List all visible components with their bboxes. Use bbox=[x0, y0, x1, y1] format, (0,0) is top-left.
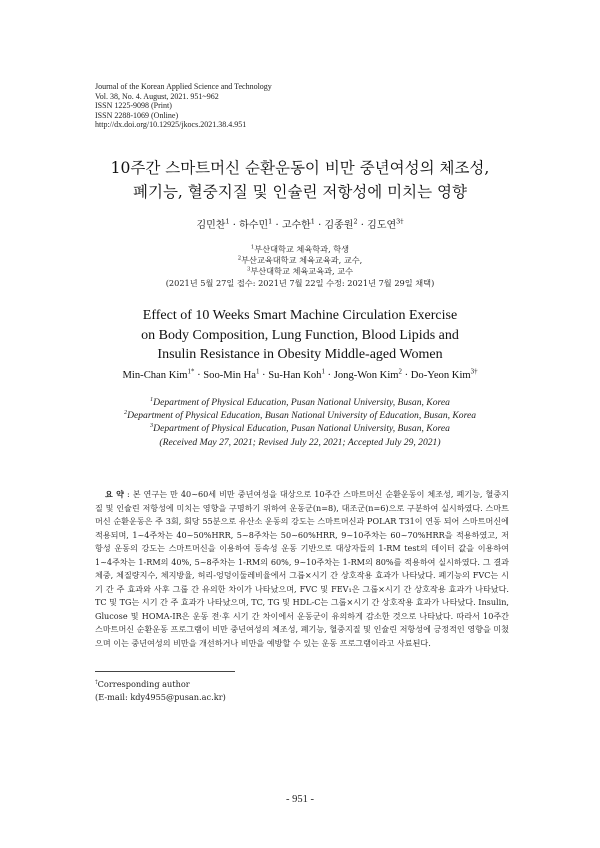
author-sup: 1 bbox=[255, 368, 260, 376]
english-affiliations bbox=[0, 396, 600, 449]
author-sup: 1 bbox=[225, 217, 230, 226]
doi-link[interactable]: http://dx.doi.org/10.12925/jkocs.2021.38.4.951 bbox=[95, 120, 247, 130]
journal-name: Journal of the Korean Applied Science and Technology bbox=[95, 82, 272, 91]
korean-title bbox=[0, 156, 600, 204]
issn-print: ISSN 1225-9098 (Print) bbox=[95, 101, 172, 111]
english-title-line-3: Insulin Resistance in Obesity Middle-aged Women bbox=[157, 347, 443, 362]
korean-title-line-1: 10주간 스마트머신 순환운동이 비만 중년여성의 체조성, bbox=[110, 159, 490, 177]
author-separator: · bbox=[401, 370, 411, 381]
author: 김도연 bbox=[367, 220, 397, 231]
affiliation-line: $^3$Department of Physical Education, Pusan National University, Busan, Korea bbox=[150, 422, 450, 435]
issn-online: ISSN 2288-1069 (Online) bbox=[95, 110, 179, 120]
author-sup: 1* bbox=[187, 368, 195, 376]
author-separator: · bbox=[259, 370, 269, 381]
author-sup: 2 bbox=[353, 217, 358, 226]
author: 하수민 bbox=[239, 220, 269, 231]
korean-affiliations bbox=[0, 244, 600, 289]
footnote bbox=[95, 678, 226, 704]
english-title-line-2: on Body Composition, Lung Function, Blood Lipids and bbox=[141, 327, 459, 343]
author: Su-Han Koh bbox=[268, 370, 322, 381]
english-authors bbox=[0, 370, 600, 381]
journal-volume: Vol. 38, No. 4. August, 2021. 951~962 bbox=[95, 91, 219, 101]
abstract bbox=[95, 488, 509, 650]
author-separator: · bbox=[324, 370, 334, 381]
korean-title-line-2: 폐기능, 혈중지질 및 인슐린 저항성에 미치는 영향 bbox=[133, 183, 467, 201]
author-sup: 1 bbox=[310, 217, 315, 226]
author-separator: · bbox=[314, 220, 325, 231]
footnote-marker: † bbox=[95, 679, 98, 686]
page-number: - 951 - bbox=[286, 794, 314, 805]
author: 김민찬 bbox=[196, 220, 226, 231]
affiliation-line: $^1$부산대학교 체육학과, 학생 bbox=[250, 244, 350, 254]
author-sup: 1 bbox=[321, 368, 325, 376]
corresponding-email[interactable]: (E-mail: kdy4955@pusan.ac.kr) bbox=[95, 692, 226, 702]
abstract-text: : 본 연구는 만 40~60세 비만 중년여성을 대상으로 10주간 스마트머신 순환운동이 체조성, 폐기능, 혈중지질 및 인슐린 저항성에 미치는 영향을 구명하기 위하여 운동군(n=8), 대조군(n=6)으로 구분하여 실시하였다. 스마트머신 순환운동은 주 3회, 회당 55분으로 유산소 운동의 강도는 스마트머신과 POLAR T31이 연동 되어 스마트머신에 적용되며, 1~4주차는 40~50%HRR, 5~8주차는 50~60%HRR, 9~10주차는 60~70%HRR을 적용하였고, 저항성 운동의 강도는 스마트머신을 이용하여 등속성 운동 기반으로 대상자들의 1-RM test의 데이터 값을 이용하여 1~4주차는 1-RM의 40%, 5~8주차는 1-RM의 60%, 9~10주차는 1-RM의 80%를 적용하여 실시하였다. 그 결과 체중, 체질량지수, 체지방율, 허리-엉덩이둘레비율에서 그룹×시기 간 상호작용 효과가 나타났다. 폐기능의 FVC는 시기 간 주 효과와 사후 그룹 간 유의한 차이가 나타났으며, FVC 및 FEV₁은 그룹×시기 간 상호작용 효과가 나타났다. TC 및 TG는 시기 간 주 효과가 나타났으며, TC, TG 및 HDL-C는 그룹×시기 간 상호작용 효과가 나타났다. Insulin, Glucose 및 HOMA-IR은 운동 전·후 시기 간 차이에서 운동군이 유의하게 감소한 것으로 나타났다. 따라서 10주간 스마트머신 순환운동 프로그램이 비만 중년여성의 체조성, 폐기능, 혈중지질 및 인슐린 저항성에 긍정적인 영향을 미쳤으며 이는 중년여성의 비만을 개선하거나 비만을 예방할 수 있는 운동 프로그램이라고 사료된다. bbox=[95, 489, 509, 648]
author-separator: · bbox=[229, 220, 240, 231]
korean-authors bbox=[0, 216, 600, 231]
author: Jong-Won Kim bbox=[333, 370, 399, 381]
author-sup: 1 bbox=[268, 217, 273, 226]
english-dates: (Received May 27, 2021; Revised July 22, 2021; Accepted July 29, 2021) bbox=[159, 436, 441, 448]
author: 김종원 bbox=[324, 220, 354, 231]
english-title-line-1: Effect of 10 Weeks Smart Machine Circulation Exercise bbox=[142, 308, 458, 323]
author-separator: · bbox=[357, 220, 368, 231]
english-title bbox=[0, 306, 600, 365]
author-sup: 3† bbox=[396, 217, 404, 226]
author: Soo-Min Ha bbox=[203, 370, 256, 381]
affiliation-line: $^2$Department of Physical Education, Busan National University of Education, Busan, Korea bbox=[123, 409, 477, 422]
author-sup: 3† bbox=[470, 368, 478, 376]
affiliation-line: $^3$부산대학교 체육교육과, 교수 bbox=[246, 266, 354, 277]
author: Do-Yeon Kim bbox=[410, 370, 471, 381]
footnote-divider bbox=[95, 671, 235, 672]
journal-header bbox=[95, 82, 272, 130]
author-separator: · bbox=[272, 220, 282, 231]
affiliation-line: $^2$부산교육대학교 체육교육과, 교수, bbox=[237, 255, 363, 266]
author: 고수한 bbox=[281, 220, 311, 231]
corresponding-author-label: Corresponding author bbox=[97, 679, 190, 689]
affiliation-line: $^1$Department of Physical Education, Pusan National University, Busan, Korea bbox=[150, 395, 450, 408]
author-separator: · bbox=[194, 370, 204, 381]
author-sup: 2 bbox=[398, 368, 402, 376]
korean-dates: (2021년 5월 27일 접수: 2021년 7월 22일 수정: 2021년 7월 29일 채택) bbox=[165, 277, 435, 288]
author: Min-Chan Kim bbox=[122, 370, 188, 381]
abstract-heading: 요 약 bbox=[105, 489, 124, 499]
